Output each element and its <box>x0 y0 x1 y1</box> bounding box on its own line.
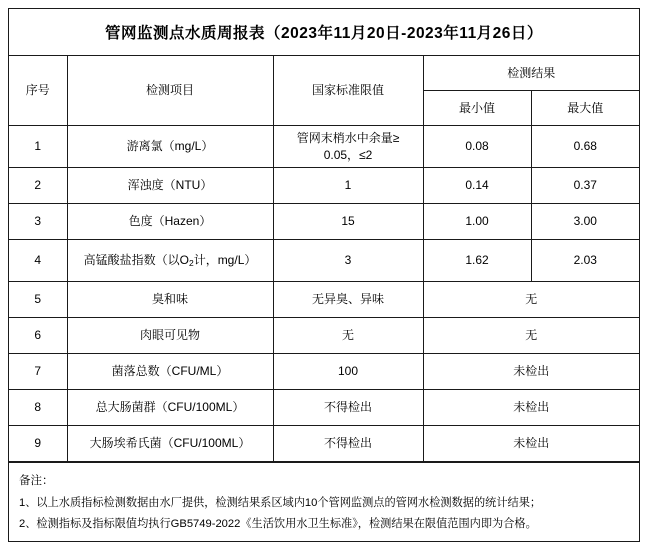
column-header-standard: 国家标准限值 <box>273 56 423 126</box>
row-item <box>67 240 273 282</box>
row-standard: 不得检出 <box>273 390 423 426</box>
row-standard: 无异臭、异味 <box>273 282 423 318</box>
column-header-no: 序号 <box>9 56 67 126</box>
row-no: 9 <box>9 426 67 462</box>
report-title-row <box>9 9 639 56</box>
row-item: 浑浊度（NTU） <box>67 168 273 204</box>
notes-line-2: 2、检测指标及指标限值均执行GB5749-2022《生活饮用水卫生标准》，检测结果在限值范围内即为合格。 <box>19 518 537 531</box>
column-header-item: 检测项目 <box>67 56 273 126</box>
row-no: 1 <box>9 126 67 168</box>
row-no: 2 <box>9 168 67 204</box>
row-item: 游离氯（mg/L） <box>67 126 273 168</box>
row-max: 2.03 <box>531 240 639 282</box>
row-result: 未检出 <box>423 426 639 462</box>
notes-label: 备注： <box>19 475 54 487</box>
row-no: 8 <box>9 390 67 426</box>
row-item: 色度（Hazen） <box>67 204 273 240</box>
row-standard-line1: 管网末梢水中余量≥ <box>296 131 400 146</box>
row-item: 菌落总数（CFU/ML） <box>67 354 273 390</box>
table-row <box>9 168 639 204</box>
row-standard <box>273 126 423 168</box>
row-item-subscript: 2 <box>188 257 194 268</box>
table-row <box>9 390 639 426</box>
row-min: 1.62 <box>423 240 531 282</box>
water-quality-report <box>8 8 640 542</box>
row-item: 臭和味 <box>67 282 273 318</box>
row-standard: 不得检出 <box>273 426 423 462</box>
row-max: 0.37 <box>531 168 639 204</box>
table-row <box>9 426 639 462</box>
row-max: 3.00 <box>531 204 639 240</box>
page-title: 管网监测点水质周报表（2023年11月20日-2023年11月26日） <box>105 25 543 42</box>
row-no: 5 <box>9 282 67 318</box>
row-standard-line2: 0.05，≤2 <box>323 147 373 162</box>
row-item: 总大肠菌群（CFU/100ML） <box>67 390 273 426</box>
row-item: 大肠埃希氏菌（CFU/100ML） <box>67 426 273 462</box>
row-no: 6 <box>9 318 67 354</box>
table-row <box>9 204 639 240</box>
row-standard: 3 <box>273 240 423 282</box>
row-standard: 100 <box>273 354 423 390</box>
row-result: 未检出 <box>423 390 639 426</box>
row-standard: 无 <box>273 318 423 354</box>
row-min: 0.08 <box>423 126 531 168</box>
row-result: 无 <box>423 282 639 318</box>
row-min: 0.14 <box>423 168 531 204</box>
row-result: 无 <box>423 318 639 354</box>
row-no: 7 <box>9 354 67 390</box>
row-standard: 15 <box>273 204 423 240</box>
table-row <box>9 354 639 390</box>
column-header-result: 检测结果 <box>423 56 639 91</box>
table-row <box>9 126 639 168</box>
column-header-min: 最小值 <box>423 91 531 126</box>
row-no: 3 <box>9 204 67 240</box>
row-max: 0.68 <box>531 126 639 168</box>
row-min: 1.00 <box>423 204 531 240</box>
notes-line-1: 1、以上水质指标检测数据由水厂提供，检测结果系区域内10个管网监测点的管网水检测数据的统计结果； <box>19 496 542 509</box>
table-row <box>9 240 639 282</box>
table-row <box>9 318 639 354</box>
row-standard: 1 <box>273 168 423 204</box>
row-item: 肉眼可见物 <box>67 318 273 354</box>
row-result: 未检出 <box>423 354 639 390</box>
table-row <box>9 282 639 318</box>
row-item-suffix: 计，mg/L） <box>193 252 257 267</box>
table-header-row <box>9 56 639 91</box>
notes-section <box>9 462 639 541</box>
row-item-prefix: 高锰酸盐指数（以O <box>83 252 189 267</box>
report-table <box>9 56 639 462</box>
column-header-max: 最大值 <box>531 91 639 126</box>
row-no: 4 <box>9 240 67 282</box>
